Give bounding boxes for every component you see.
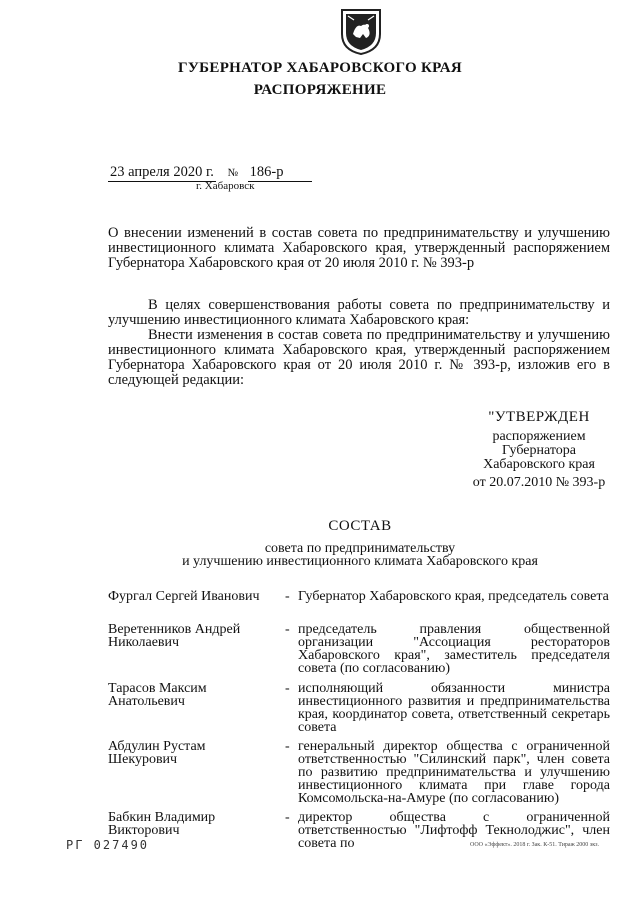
composition-subtitle-2: и улучшению инвестиционного климата Хабаровского края	[182, 554, 538, 569]
number-sign: №	[227, 167, 239, 179]
approval-line-1: "УТВЕРЖДЕН	[488, 409, 590, 425]
approval-line-4: Хабаровского края	[483, 457, 595, 472]
approval-line-3: Губернатора	[501, 443, 577, 458]
document-date: 23 апреля 2020 г.	[110, 164, 214, 180]
composition-heading: СОСТАВ	[328, 518, 392, 534]
member-dash: -	[285, 622, 290, 637]
coat-of-arms-emblem	[338, 4, 384, 56]
form-serial-number: РГ 027490	[66, 838, 150, 852]
approval-line-2: распоряжением	[492, 429, 586, 444]
member-name: Веретенников Андрей Николаевич	[108, 622, 241, 650]
authority-heading: ГУБЕРНАТОР ХАБАРОВСКОГО КРАЯ	[178, 60, 462, 76]
printer-note: ООО «Эффект». 2018 г. Зак. К-51. Тираж 2000 экз.	[470, 842, 600, 848]
document-type-heading: РАСПОРЯЖЕНИЕ	[253, 82, 387, 98]
member-name: Фургал Сергей Иванович	[108, 589, 260, 604]
body-paragraph-2: Внести изменения в состав совета по предпринимательству и улучшению инвестиционного климата Хабаровского края, утвержденный распоряжением Губернатора Хабаровского края от 20 июля 2010 г. № 393-р, изложив его в следующей редакции:	[108, 327, 610, 388]
member-dash: -	[285, 739, 290, 754]
member-name: Бабкин Владимир Викторович	[108, 810, 216, 838]
member-role: исполняющий обязанности министра инвестиционного развития и предпринимательства края, координатор совета, ответственный секретарь совета	[298, 681, 610, 735]
member-role: директор общества с ограниченной ответственностью "Лифтофф Текнолоджис", член совета по	[298, 810, 610, 851]
approval-line-5: от 20.07.2010 № 393-р	[472, 475, 606, 490]
member-role: председатель правления общественной организации "Ассоциация рестораторов Хабаровского края", заместитель председателя совета (по согласованию)	[298, 622, 610, 676]
member-role: Губернатор Хабаровского края, председатель совета	[298, 589, 609, 604]
document-number: 186-р	[248, 164, 312, 182]
member-dash: -	[285, 810, 290, 825]
member-dash: -	[285, 589, 290, 604]
member-role: генеральный директор общества с ограниченной ответственностью "Силинский парк", член совета по развитию предпринимательства и улучшению инвестиционного климата при главе города Комсомольска-на-Амуре (по согласованию)	[298, 739, 610, 806]
approval-stamp	[466, 410, 612, 490]
member-dash: -	[285, 681, 290, 696]
document-city: г. Хабаровск	[196, 180, 255, 192]
body-paragraph-1: В целях совершенствования работы совета по предпринимательству и улучшению инвестиционного климата Хабаровского края:	[108, 297, 610, 328]
composition-subtitle-1: совета по предпринимательству	[264, 541, 456, 556]
document-title: О внесении изменений в состав совета по предпринимательству и улучшению инвестиционного климата Хабаровского края, утвержденный распоряжением Губернатора Хабаровского края от 20 июля 2010 г. № 393-р	[108, 225, 610, 271]
member-name: Абдулин Рустам Шекурович	[108, 739, 206, 767]
member-name: Тарасов Максим Анатольевич	[108, 681, 207, 709]
